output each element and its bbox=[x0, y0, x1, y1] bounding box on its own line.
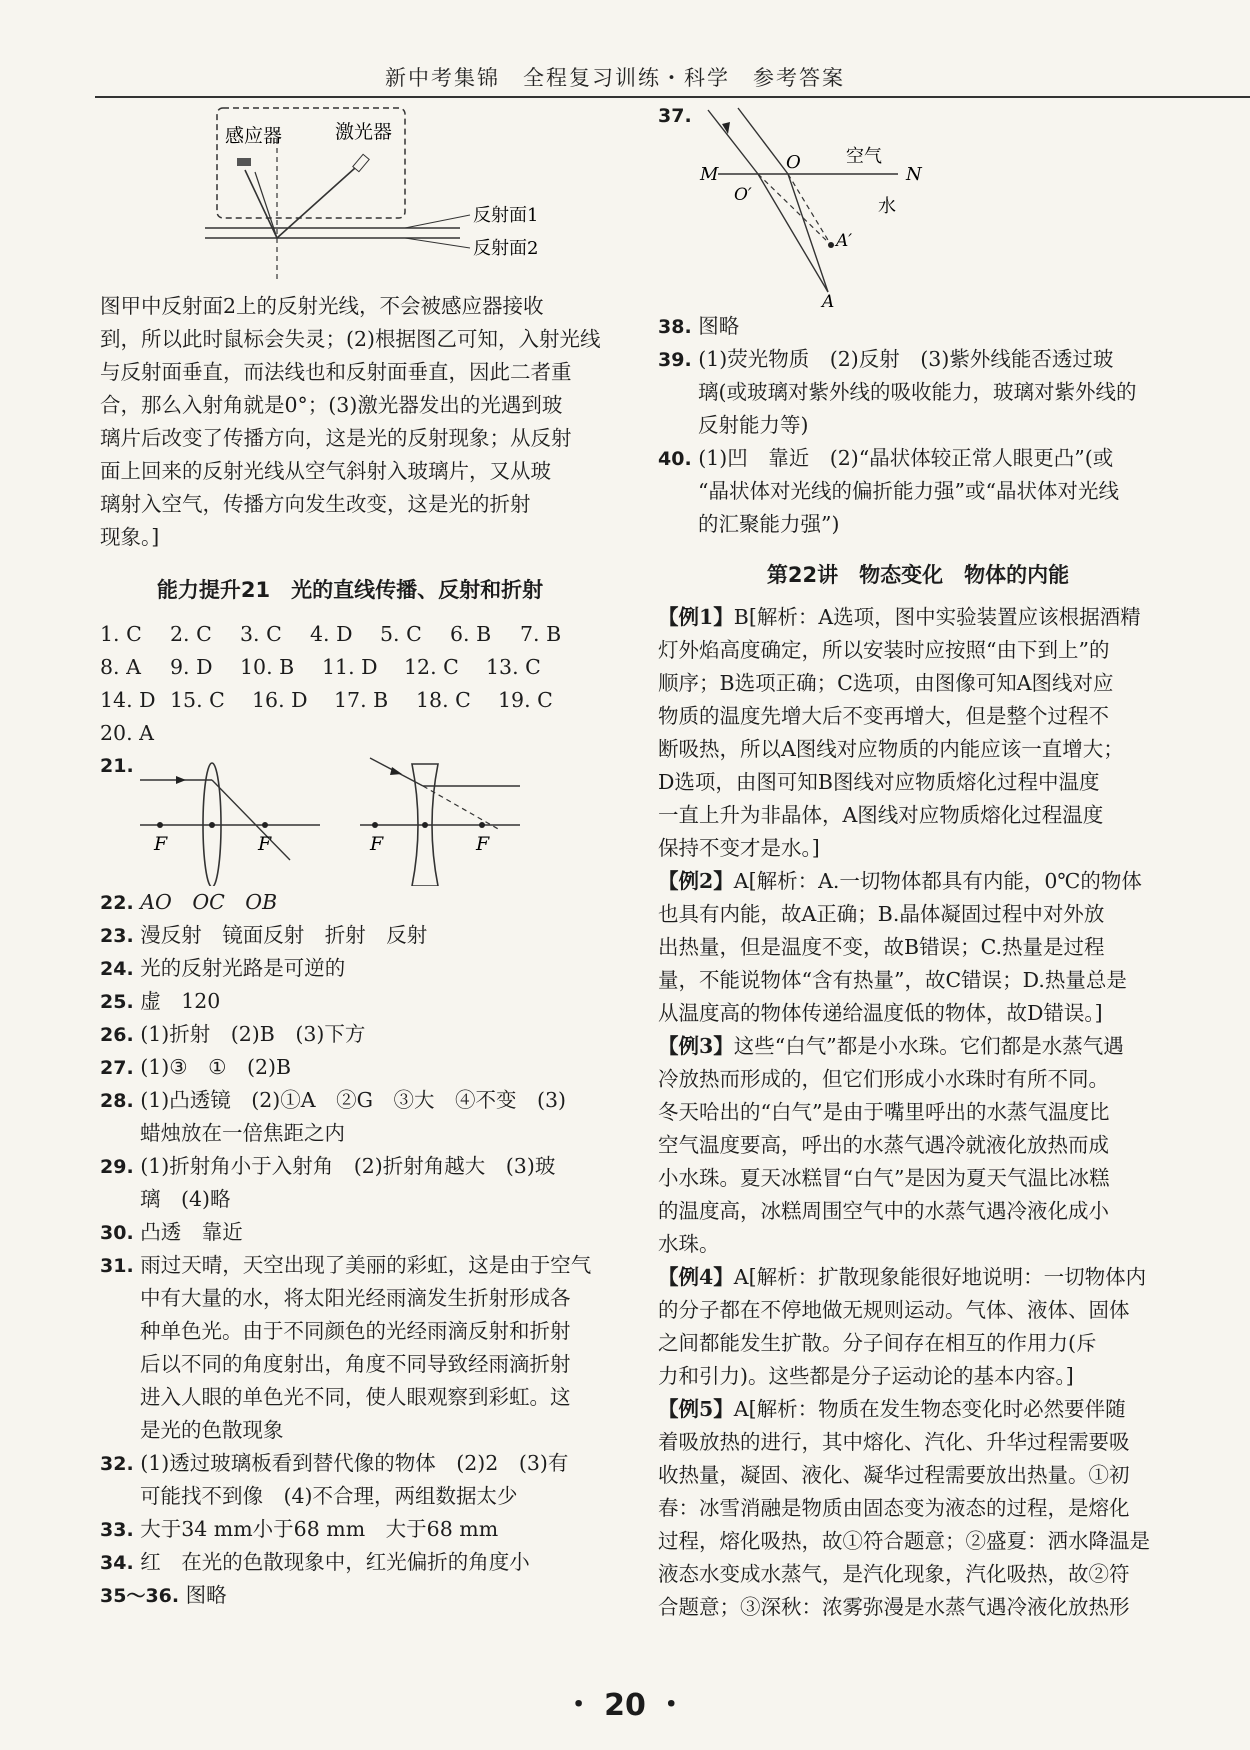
answer-line: 27. (1)③ ① (2)B bbox=[100, 1055, 292, 1079]
mc-answer: 17. B bbox=[334, 688, 389, 712]
label-A-prime: A′ bbox=[836, 231, 853, 251]
example-3: 【例3】这些“白气”都是小水珠。它们都是水蒸气遇 冷放热而形成的，但它们形成小水珠时有所不同。 冬天哈出的“白气”是由于嘴里呼出的水蒸气温度比 空气温度要高，呼出的水蒸气遇冷就液化放热而成 小水珠。夏天冰糕冒“白气”是因为夏天气温比冰糕 的温度高，冰糕周围空气中的水蒸气遇冷液化成小 水珠。 bbox=[658, 1034, 1124, 1256]
example-label: 【例4】 bbox=[658, 1265, 734, 1289]
section-title: 第22讲 物态变化 物体的内能 bbox=[766, 563, 1070, 587]
answer-line: 种单色光。由于不同颜色的光经雨滴反射和折射 bbox=[140, 1319, 571, 1343]
text-line: 璃射入空气，传播方向发生改变，这是光的折射 bbox=[100, 492, 531, 516]
answer-line: “晶状体对光线的偏折能力强”或“晶状体对光线 bbox=[698, 479, 1119, 503]
answer-list bbox=[658, 310, 1178, 541]
explanation-paragraph bbox=[100, 290, 600, 554]
focus-label: F bbox=[258, 833, 272, 855]
answer-line: 是光的色散现象 bbox=[140, 1418, 284, 1442]
answer-line: 的汇聚能力强”) bbox=[698, 512, 840, 536]
laser-icon bbox=[353, 154, 369, 171]
example-4: 【例4】A[解析：扩散现象能很好地说明：一切物体内 的分子都在不停地做无规则运动。气体、液体、固体 之间都能发生扩散。分子间存在相互的作用力(斥 力和引力)。这些都是分子运动论的基本内容。] bbox=[658, 1265, 1147, 1388]
mc-answer: 5. C bbox=[380, 622, 422, 646]
label-sensor: 感应器 bbox=[225, 125, 283, 147]
answer-line: 24. 光的反射光路是可逆的 bbox=[100, 956, 346, 980]
example-label: 【例5】 bbox=[658, 1397, 734, 1421]
answer-line: 38. 图略 bbox=[658, 314, 740, 338]
mc-answer: 20. A bbox=[100, 721, 154, 745]
answer-line: 33. 大于34 mm小于68 mm 大于68 mm bbox=[100, 1517, 499, 1541]
answer-line: 30. 凸透 靠近 bbox=[100, 1220, 243, 1244]
answer-line: 32. (1)透过玻璃板看到替代像的物体 (2)2 (3)有 bbox=[100, 1451, 569, 1475]
mc-answer: 14. D bbox=[100, 688, 156, 712]
question-number: 37. bbox=[658, 105, 692, 127]
answer-line: 26. (1)折射 (2)B (3)下方 bbox=[100, 1022, 366, 1046]
label-O: O bbox=[786, 152, 801, 173]
answer-line: 31. 雨过天晴，天空出现了美丽的彩虹，这是由于空气 bbox=[100, 1253, 592, 1277]
section-title: 能力提升21 光的直线传播、反射和折射 bbox=[156, 578, 544, 602]
focus-label: F bbox=[370, 833, 384, 855]
answer-line: 34. 红 在光的色散现象中，红光偏折的角度小 bbox=[100, 1550, 530, 1574]
mc-answer: 1. C bbox=[100, 622, 142, 646]
text-line: 到，所以此时鼠标会失灵；(2)根据图乙可知，入射光线 bbox=[100, 327, 601, 351]
laser-reflection-diagram bbox=[195, 100, 655, 290]
mc-answer-row bbox=[100, 684, 600, 717]
answer-list bbox=[100, 886, 600, 1612]
example-label: 【例3】 bbox=[658, 1034, 734, 1058]
mc-answer: 2. C bbox=[170, 622, 212, 646]
answer-line: 35～36. 图略 bbox=[100, 1583, 227, 1607]
mc-answer: 15. C bbox=[170, 688, 225, 712]
mc-answer: 11. D bbox=[322, 655, 378, 679]
answer-line: 中有大量的水，将太阳光经雨滴发生折射形成各 bbox=[140, 1286, 571, 1310]
answer-line: 23. 漫反射 镜面反射 折射 反射 bbox=[100, 923, 428, 947]
mc-answer: 7. B bbox=[520, 622, 562, 646]
example-1: 【例1】B[解析：A选项，图中实验装置应该根据酒精 灯外焰高度确定，所以安装时应按照“由下到上”的 顺序；B选项正确；C选项，由图像可知A图线对应 物质的温度先增大后不变再增大，但是整个过程不 断吸热，所以A图线对应物质的内能应该一直增大； D选项，由图可知B图线对应物质熔化过程中温度 一直上升为非晶体，A图线对应物质熔化过程温度 保持不变才是水。] bbox=[658, 605, 1141, 860]
text-line: 合，那么入射角就是0°；(3)激光器发出的光遇到玻 bbox=[100, 393, 563, 417]
page-number: ・ 20 ・ bbox=[563, 1688, 687, 1723]
answer-line: 40. (1)凹 靠近 (2)“晶状体较正常人眼更凸”(或 bbox=[658, 446, 1114, 470]
label-N: N bbox=[906, 164, 922, 185]
right-column bbox=[658, 100, 1178, 1624]
example-2: 【例2】A[解析：A.一切物体都具有内能，0℃的物体 也具有内能，故A正确；B.晶体凝固过程中对外放 出热量，但是温度不变，故B错误；C.热量是过程 量，不能说物体“含有热量”，故C错误；D.热量总是 从温度高的物体传递给温度低的物体，故D错误。] bbox=[658, 869, 1142, 1025]
answer-line: 39. (1)荧光物质 (2)反射 (3)紫外线能否透过玻 bbox=[658, 347, 1114, 371]
answer-line: 反射能力等) bbox=[698, 413, 809, 437]
mc-answer: 18. C bbox=[416, 688, 471, 712]
mc-answer: 16. D bbox=[252, 688, 308, 712]
mc-answer: 6. B bbox=[450, 622, 492, 646]
answer-line: 进入人眼的单色光不同，使人眼观察到彩虹。这 bbox=[140, 1385, 571, 1409]
text-line: 与反射面垂直，而法线也和反射面垂直，因此二者重 bbox=[100, 360, 572, 384]
answer-line: 28. (1)凸透镜 (2)①A ②G ③大 ④不变 (3) bbox=[100, 1088, 566, 1112]
mc-answer: 19. C bbox=[498, 688, 553, 712]
sensor-icon bbox=[237, 158, 251, 166]
example-label: 【例2】 bbox=[658, 869, 734, 893]
label-A: A bbox=[822, 292, 835, 310]
mc-answer-row bbox=[100, 651, 600, 684]
mc-answer: 10. B bbox=[240, 655, 295, 679]
label-surface-2: 反射面2 bbox=[473, 238, 539, 259]
header-divider bbox=[95, 96, 1250, 98]
label-laser: 激光器 bbox=[335, 121, 393, 143]
q21-block bbox=[100, 750, 600, 886]
example-label: 【例1】 bbox=[658, 605, 734, 629]
text-line: 现象。] bbox=[100, 525, 160, 549]
text-line: 面上回来的反射光线从空气斜射入玻璃片，又从玻 bbox=[100, 459, 551, 483]
answer-line: 后以不同的角度射出，角度不同导致经雨滴折射 bbox=[140, 1352, 571, 1376]
answer-line: 可能找不到像 (4)不合理，两组数据太少 bbox=[140, 1484, 518, 1508]
focus-label: F bbox=[154, 833, 168, 855]
example-5: 【例5】A[解析：物质在发生物态变化时必然要伴随 着吸放热的进行，其中熔化、汽化、升华过程需要吸 收热量，凝固、液化、凝华过程需要放出热量。①初 春：冰雪消融是物质由固态变为液态的过程，是熔化 过程，熔化吸热，故①符合题意；②盛夏：洒水降温是 液态水变成水蒸气，是汽化现象，汽化吸热，故②符 合题意；③深秋：浓雾弥漫是水蒸气遇冷液化放热形 bbox=[658, 1397, 1150, 1619]
answer-line: 22. AO OC OB bbox=[100, 890, 278, 914]
mc-answer: 12. C bbox=[404, 655, 459, 679]
mc-answer: 3. C bbox=[240, 622, 282, 646]
answer-line: 璃(或玻璃对紫外线的吸收能力，玻璃对紫外线的 bbox=[698, 380, 1137, 404]
refraction-diagram bbox=[698, 100, 958, 310]
mc-answer: 9. D bbox=[170, 655, 213, 679]
header-title: 新中考集锦 全程复习训练・科学 参考答案 bbox=[385, 66, 845, 90]
answer-line: 蜡烛放在一倍焦距之内 bbox=[140, 1121, 345, 1145]
label-air: 空气 bbox=[846, 146, 882, 167]
q37-block bbox=[658, 100, 1178, 310]
page-header bbox=[0, 56, 1250, 96]
label-O-prime: O′ bbox=[734, 185, 752, 205]
answer-line: 璃 (4)略 bbox=[140, 1187, 231, 1211]
answer-line: 25. 虚 120 bbox=[100, 989, 221, 1013]
mc-answer: 4. D bbox=[310, 622, 353, 646]
text-line: 璃片后改变了传播方向，这是光的反射现象；从反射 bbox=[100, 426, 572, 450]
mc-answer-row bbox=[100, 618, 600, 651]
text-line: 图甲中反射面2上的反射光线，不会被感应器接收 bbox=[100, 294, 544, 318]
label-water: 水 bbox=[878, 196, 896, 217]
mc-answer: 13. C bbox=[486, 655, 541, 679]
mc-answer: 8. A bbox=[100, 655, 141, 679]
lens-diagrams bbox=[130, 750, 600, 886]
label-M: M bbox=[700, 164, 719, 185]
question-number: 21. bbox=[100, 755, 134, 777]
focus-label: F bbox=[476, 833, 490, 855]
left-column bbox=[100, 100, 600, 1612]
mc-answer-row bbox=[100, 717, 600, 750]
answer-line: 29. (1)折射角小于入射角 (2)折射角越大 (3)玻 bbox=[100, 1154, 556, 1178]
label-surface-1: 反射面1 bbox=[473, 205, 539, 226]
